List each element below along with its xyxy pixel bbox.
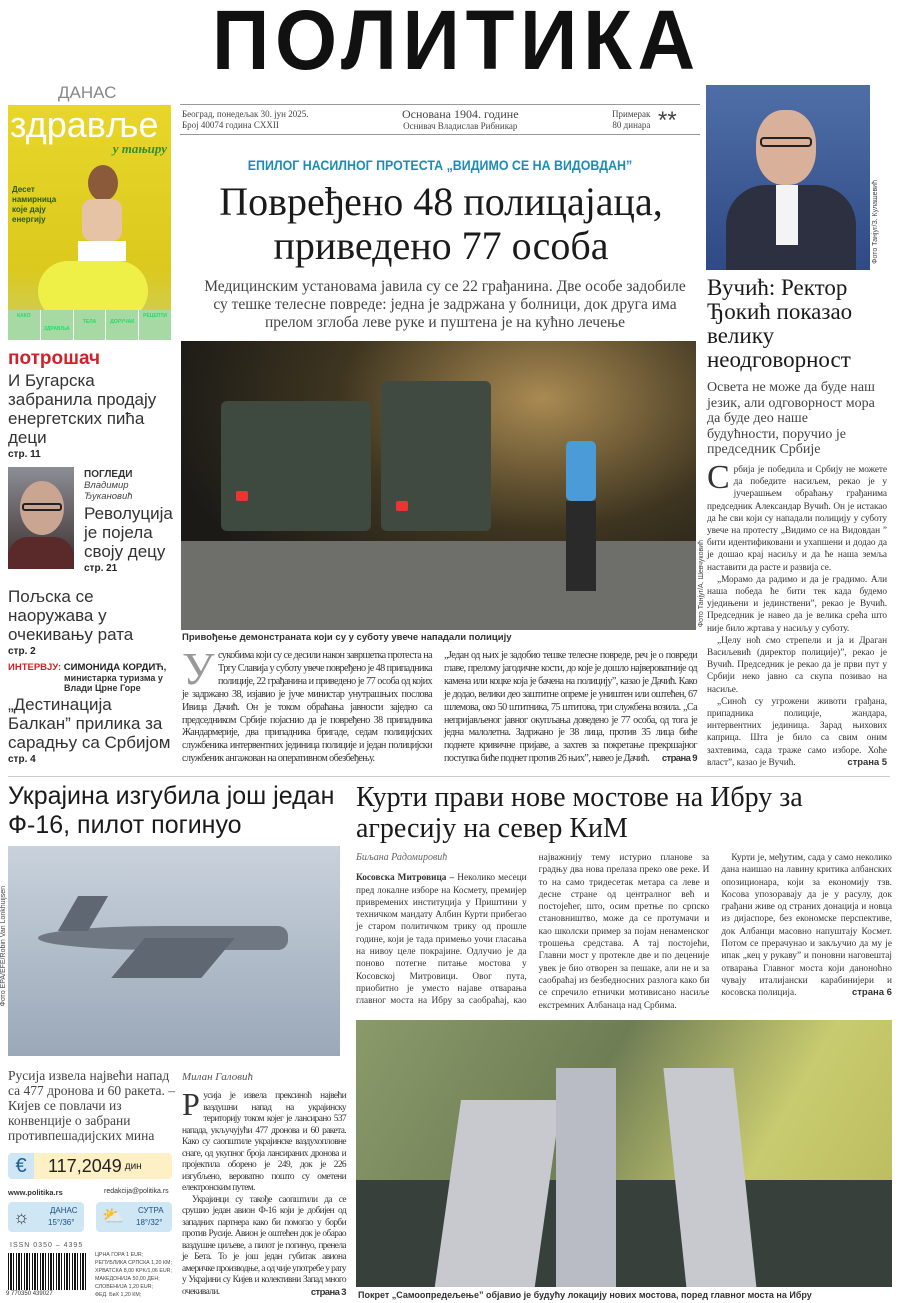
lead-deck: Медицинским установама јавила су се 22 грађанина. Две особе задобиле су тешке телесне повреде: једна је задржана у болници, док друга има прелом зглоба леве руке и пуштена је на кућно лечење xyxy=(204,278,686,331)
kurti-photo[interactable] xyxy=(356,1020,892,1287)
ukraine-photo-credit: Фото EPA/EFE/Robin Van Lonkhuijsen xyxy=(0,886,7,1007)
strip-item: ТЕЛА xyxy=(74,310,107,340)
kurti-photo-caption: Покрет „Самоопредељење” објавио је будућу локацију нових мостова, поред главног моста на Ибру xyxy=(358,1290,812,1300)
email-link[interactable]: redakcija@politika.rs xyxy=(104,1188,169,1195)
page-ref[interactable]: страна 6 xyxy=(852,987,892,999)
price-item: СЛОВЕНИЈА 1,20 EUR; xyxy=(95,1284,154,1290)
supplement-strip xyxy=(8,310,171,340)
lead-photo-credit: Фото Танјуг/А. Шевчуковић xyxy=(698,540,705,628)
views-label: ПОГЛЕДИ xyxy=(84,469,133,480)
sidebar-section-label: потрошач xyxy=(8,348,101,369)
vucic-photo-credit: Фото Танјуг/З. Кулашевић xyxy=(872,180,879,264)
euro-icon: € xyxy=(8,1153,34,1179)
page-ref[interactable]: страна 9 xyxy=(661,753,697,765)
sidebar-item-poland[interactable] xyxy=(8,587,176,657)
supplement-subtitle: у тањиру xyxy=(112,141,167,156)
ukraine-section xyxy=(0,782,348,1303)
barcode xyxy=(8,1253,86,1290)
lead-body-col2 xyxy=(444,650,697,766)
dropcap: Р xyxy=(182,1086,200,1122)
issn: ISSN 0350 – 4395 xyxy=(10,1242,84,1249)
rate-value: 117,2049 xyxy=(48,1155,122,1176)
weather-tomorrow-temp: 18°/32° xyxy=(136,1218,163,1227)
sidebar-item-title: Пољска се наоружава у очекивању рата xyxy=(8,587,134,644)
website-link[interactable]: www.politika.rs xyxy=(8,1188,63,1197)
weather-today xyxy=(8,1202,84,1232)
strip-item: ДОРУЧАК xyxy=(106,310,139,340)
kurti-byline: Биљана Радомировић xyxy=(356,852,448,863)
sidebar-item-energy-drinks[interactable] xyxy=(8,371,176,460)
paragraph: „Морамо да радимо и да је градимо. Али наша победа ће бити тек када будемо уједињени и јединствени”, рекао је Вучић. Председник је навео да је велика срећа што није било жртава у насиљу у суботу. xyxy=(707,574,887,634)
strip-item: КАКО xyxy=(8,310,41,340)
barcode-digits: 9 770350 439027 xyxy=(6,1291,53,1297)
rate-unit: дин xyxy=(124,1160,142,1172)
page-ref: стр. 2 xyxy=(8,646,36,657)
supplement-teaser: Десет намирница које дају енергију xyxy=(12,185,57,224)
ukraine-photo[interactable] xyxy=(8,846,340,1056)
founder: Оснивач Владислав Рибникар xyxy=(403,121,518,131)
interview-label: ИНТЕРВЈУ: xyxy=(8,662,62,673)
strip-item: ЗДРАВЉА xyxy=(41,310,74,340)
supplement-model-figure xyxy=(68,165,138,325)
ukraine-deck: Русија извела највећи напад са 477 дронова и 60 ракета. – Кијев се повлачи из конвенције о забрани противпешадијских мина xyxy=(8,1068,176,1143)
paragraph: сукобима који су се десили након завршетка протеста на Тргу Славија у суботу увече повређено је 48 припадника полиције, 22 грађанина и приведено је 77 особа од којих је задржано 38, изјавио је јуче министар унутрашњих послова Ивица Дачић. Он је током обраћања јавности заједно са председником Србије појаснио да је повређено 38 припадника Жандармерије, два припадника бригаде, седам полицијских службеника интервентних јединица полиције и један полицијски службеник ангажован на оперативном обезбеђењу. xyxy=(182,650,432,765)
kurti-body xyxy=(352,852,892,1012)
ukraine-photo-wrap xyxy=(0,846,348,1056)
issue-number: Број 40074 година CXXII xyxy=(182,120,279,130)
vucic-deck: Освета не може да буде наш језик, али одговорност мора да буде део наше будућности, поручио је председник Србије xyxy=(707,380,875,457)
kurti-section xyxy=(352,782,892,1303)
supplement-cover[interactable] xyxy=(8,105,171,340)
lead-photo[interactable] xyxy=(181,341,696,630)
interview-role: министарка туризма у Влади Црне Горе xyxy=(64,673,163,693)
paragraph: „Целу ноћ смо стрепели и ја и Драган Васиљевић (директор полиције)”, рекао је Вучић. Председник је рекао да је први пут у Србији неко јавно са скупа позивао на насиље. xyxy=(707,635,887,695)
vucic-body xyxy=(707,459,887,769)
interview-title: „Дестинација Балкан” прилика за сарадњу са Србијом xyxy=(8,695,171,752)
dateline: Косовска Митровица – xyxy=(356,873,455,884)
lead-photo-caption: Привођење демонстраната који су у суботу увече нападали полицију xyxy=(182,632,512,643)
vucic-photo[interactable] xyxy=(706,85,870,270)
sidebar-item-views[interactable] xyxy=(84,469,178,574)
lead-kicker: ЕПИЛОГ НАСИЛНОГ ПРОТЕСТА „ВИДИМО СЕ НА ВИДОВДАН” xyxy=(247,158,633,173)
dropcap: У xyxy=(182,643,214,694)
paragraph: „Синоћ су угрожени животи грађана, припадника полиције, жандара, интервентних јединица. Зарад њихових каприца. Шта је било са свим оним захтевима, сада траже само изборе. Хоће власт”, казао је Вучић. xyxy=(707,696,887,768)
page-ref: стр. 21 xyxy=(84,563,118,574)
sidebar-item-title: И Бугарска забранила продају енергетских пића деци xyxy=(8,371,157,447)
price-label: Примерак xyxy=(612,109,651,119)
paragraph: усија је извела прексиноћ највећи ваздушни напад на украјинску територију током којег је лансирано 537 напада, укључујући 477 дронова и 60 ракета. Како су саопштиле украјинске ваздухопловне снаге, од укупног броја лансираних дронова и пројектила оборено је 249, док је 226 изгубљено, вероватно пошто су ометени електронским путем. xyxy=(182,1091,346,1193)
page-ref[interactable]: страна 3 xyxy=(310,1286,346,1298)
columnist-photo xyxy=(8,467,74,569)
dropcap: С xyxy=(707,459,730,496)
masthead-logo: ПОЛИТИКА xyxy=(212,0,701,87)
ukraine-byline: Милан Галовић xyxy=(182,1071,253,1083)
paragraph: рбија је победила и Србију не можете да победите насиљем, рекао је у јучерашњем обраћању грађанима председник Александар Вучић. Он је истакао да ће сви који су нападали полицију у суботу увече на протесту „Видимо се на Видовдан ” бити идентификовани и ухапшени и додао да је дошао крај насиљу и да ће наша земља наставити да расте и развија се. xyxy=(707,465,887,573)
paragraph: Курти је, међутим, сада у само неколико дана наишао на лавину критика албанских опозиционара, који за економију тзв. Косова упозоравају да је у расулу, док грађани живе од страних донација и новца из дијаспоре, без економске перспективе, док Албанци масовно напуштају Космет. Потом се прерачунао и закључио да му је ипак „кец у рукаву” и поновни наговештај отварања Главног моста који даноноћно чувају италијански карабинијери и косовска полиција. xyxy=(721,853,892,999)
paragraph: Украјинци су такође саопштили да се срушио један авион Ф-16 који је добијен од западних партнера како би помогао у борби против Русије. Авион је оштећен док је обарао ваздушне циљеве, а пилот је погинуо, пренела је Бета. То је још један губитак авиона америчке производње, а од чије употребе у рату у Украјини су Кијев и колективни Запад много очекивали. xyxy=(182,1194,346,1297)
lead-body-col1 xyxy=(182,643,432,766)
paragraph: „Један од њих је задобио тешке телесне повреде, реч је о повреди главе, прелому јагодичне кости, до које је дошло највероватније од камена или коцке која је бачена на полицију”, казао је Дачић. Како је додао, велики део заштитне опреме је уништен или оштећен, 67 шлемова, око 50 штитника, 75 штитова, три службена возила. „Са непријављеног јавног окупљања доведено је 77 особа, од тога је једна малолетна. Задржано је 38 лица, против 35 лица биће поднете кривичне пријаве, а захтев за покретање прекршајног поступка биће поднет против 26 њих”, навео је Дачић. xyxy=(444,650,697,765)
paragraph: Неколико месеци пред локалне изборе на Космету, премијер привремених институција у Приштини у техничком мандату Албин Курти прибегао је старом политичком трику од прошле године, који је тада примењо уочи гласања на нивоу целе покрајине. Одлучио је да поново потегне питање мостова у Косовској Митровици. Овог пута, приобитно је уместо најаве отварања главног моста на Ибру за саобраћај, као најважнију тему истурио планове за градњу два нова прелаза преко ове реке. И то на само тридесетак метара са леве и десне стране од централног већ и постојећег, што, осим претње по српско становништво, може да се протумачи и као школски пример за појам ненаменског трошења средстава. А тај постојећи, Главни мост у протекле две и по деценије увек је био отворен за пешаке, али не и за саобраћај из безбедносних разлога како би се спречило етнички мотивисано насиље екстремних Албанаца над Србима. xyxy=(356,853,710,1011)
page-ref[interactable]: страна 5 xyxy=(847,756,887,768)
edition-stars: ** xyxy=(658,107,677,134)
kurti-headline[interactable]: Курти прави нове мостове на Ибру за агресију на север КиМ xyxy=(356,782,803,844)
divider xyxy=(8,776,890,777)
sidebar-item-interview[interactable] xyxy=(8,662,178,765)
ukraine-body xyxy=(182,1086,346,1298)
price-item: МАКЕДОНИЈА 50,00 ДЕН; xyxy=(95,1276,160,1282)
page-ref: стр. 11 xyxy=(8,449,41,460)
partly-cloudy-icon: ⛅ xyxy=(102,1206,125,1226)
issue-date: Београд, понедељак 30. јун 2025. xyxy=(182,109,309,119)
foreign-prices xyxy=(95,1251,172,1299)
vucic-headline[interactable]: Вучић: Ректор Ђокић показао велику неодговорност xyxy=(707,275,853,372)
weather-today-label: ДАНАС xyxy=(50,1206,78,1215)
ukraine-bottom-block xyxy=(8,1056,348,1303)
interview-person: СИМОНИДА КОРДИЋ, xyxy=(63,662,167,673)
page-ref: стр. 4 xyxy=(8,754,36,765)
views-author: Владимир Ђукановић xyxy=(84,480,133,502)
price-item: РЕПУБЛИКА СРПСКА 1,20 КМ; xyxy=(95,1260,172,1266)
founded: Основана 1904. године xyxy=(402,107,519,121)
price-item: ХРВАТСКА 8,00 KPK/1,06 EUR; xyxy=(95,1268,172,1274)
strip-item: РЕЦЕПТИ xyxy=(143,313,168,319)
weather-today-temp: 15°/36° xyxy=(48,1218,75,1227)
weather-tomorrow-label: СУТРА xyxy=(138,1206,164,1215)
date-bar xyxy=(180,104,700,135)
ukraine-headline[interactable]: Украјина изгубила још један Ф-16, пилот погинуо xyxy=(8,782,335,839)
price-item: ЦРНА ГОРА 1 EUR; xyxy=(95,1252,144,1258)
exchange-rate xyxy=(8,1153,172,1179)
sun-icon: ☼ xyxy=(13,1207,30,1227)
views-title: Револуција је појела своју децу xyxy=(84,504,173,561)
lead-headline[interactable]: Повређено 48 полицајаца, приведено 77 особа xyxy=(219,179,663,268)
weather-tomorrow xyxy=(96,1202,172,1232)
today-label: ДАНАС xyxy=(58,83,117,102)
supplement-title: здравље xyxy=(10,105,159,145)
price: 80 динара xyxy=(612,120,651,130)
price-item: ФЕД. БиХ 1,20 КМ; xyxy=(95,1292,142,1298)
